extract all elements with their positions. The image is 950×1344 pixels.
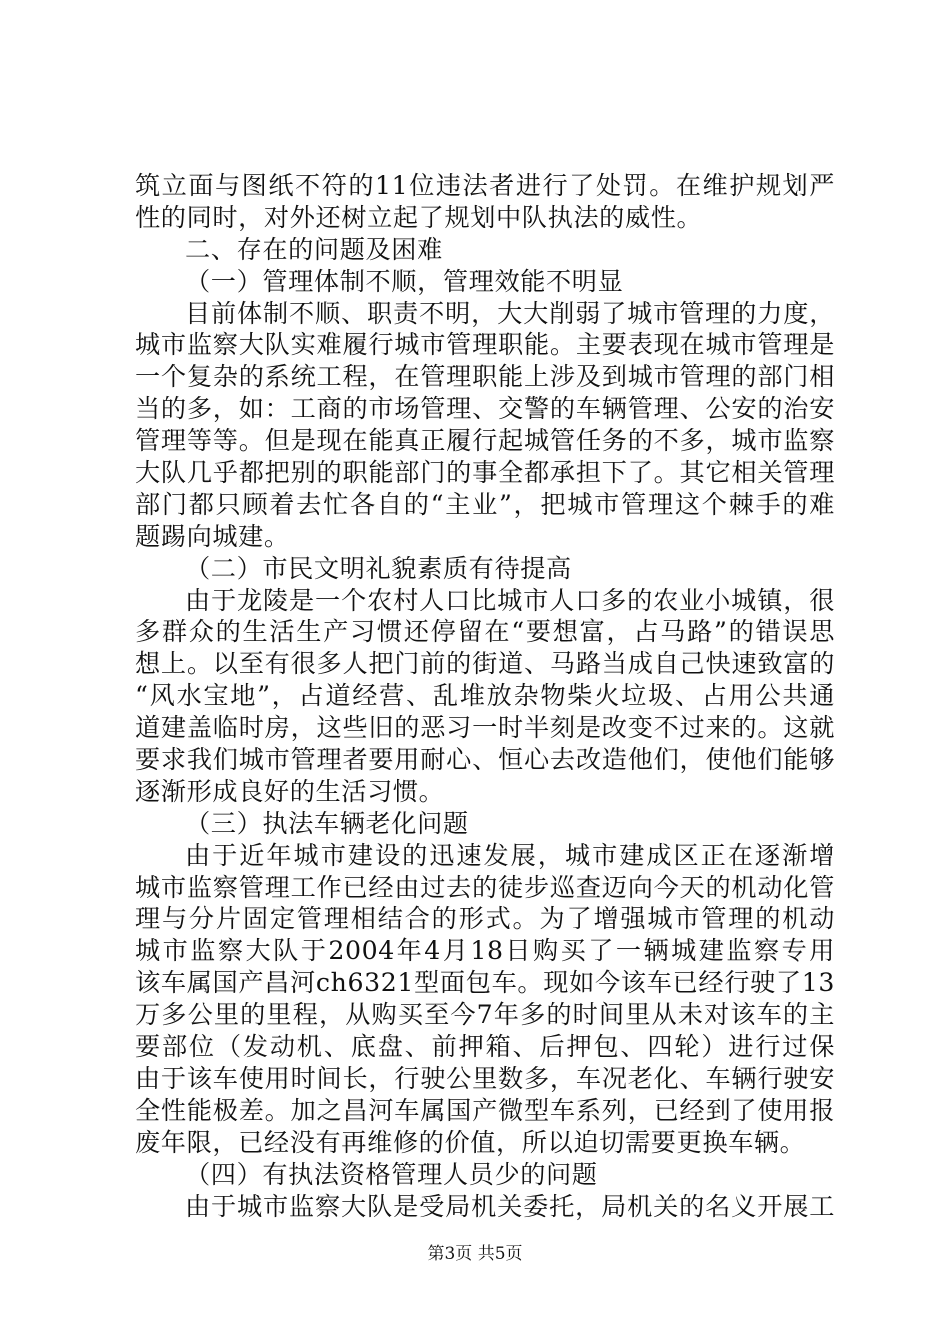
body-line: 多群众的生活生产习惯还停留在“要想富，占马路”的错误思 bbox=[135, 617, 835, 647]
body-line: 要部位（发动机、底盘、前押箱、后押包、四轮）进行过保 bbox=[135, 1032, 835, 1062]
body-line: 理与分片固定管理相结合的形式。为了增强城市管理的机动 bbox=[135, 904, 835, 934]
body-line: 题踢向城建。 bbox=[135, 521, 290, 551]
body-line: 要求我们城市管理者要用耐心、恒心去改造他们，使他们能够 bbox=[135, 745, 835, 775]
body-line: 性的同时，对外还树立起了规划中队执法的威性。 bbox=[135, 202, 703, 232]
body-line: 该车属国产昌河ch6321型面包车。现如今该车已经行驶了13 bbox=[135, 968, 835, 998]
document-body bbox=[135, 170, 835, 1222]
body-line: 逐渐形成良好的生活习惯。 bbox=[135, 776, 445, 806]
body-line: 由于该车使用时间长，行驶公里数多，车况老化、车辆行驶安 bbox=[135, 1063, 835, 1093]
page-footer: 第3页 共5页 bbox=[427, 1244, 523, 1264]
subsection-heading: （二）市民文明礼貌素质有待提高 bbox=[185, 553, 572, 583]
body-line: 当的多，如：工商的市场管理、交警的车辆管理、公安的治安 bbox=[135, 394, 835, 424]
body-line: 一个复杂的系统工程，在管理职能上涉及到城市管理的部门相 bbox=[135, 362, 835, 392]
body-line: 由于近年城市建设的迅速发展，城市建成区正在逐渐增 bbox=[185, 840, 835, 870]
body-line: 城市监察大队于2004年4月18日购买了一辆城建监察专用 bbox=[135, 936, 835, 966]
body-line: 管理等等。但是现在能真正履行起城管任务的不多，城市监察 bbox=[135, 426, 835, 456]
body-line: 由于龙陵是一个农村人口比城市人口多的农业小城镇，很 bbox=[185, 585, 835, 615]
body-line: 城市监察大队实难履行城市管理职能。主要表现在城市管理是 bbox=[135, 330, 835, 360]
body-line: 想上。以至有很多人把门前的街道、马路当成自己快速致富的 bbox=[135, 649, 835, 679]
body-line: 大队几乎都把别的职能部门的事全都承担下了。其它相关管理 bbox=[135, 458, 835, 488]
body-line: 废年限，已经没有再维修的价值，所以迫切需要更换车辆。 bbox=[135, 1127, 806, 1157]
section-heading: 二、存在的问题及困难 bbox=[185, 234, 443, 264]
body-line: 目前体制不顺、职责不明，大大削弱了城市管理的力度， bbox=[185, 298, 835, 328]
subsection-heading: （四）有执法资格管理人员少的问题 bbox=[185, 1159, 598, 1189]
body-line: “风水宝地”，占道经营、乱堆放杂物柴火垃圾、占用公共通 bbox=[135, 681, 835, 711]
body-line: 筑立面与图纸不符的11位违法者进行了处罚。在维护规划严 bbox=[135, 171, 835, 200]
subsection-heading: （三）执法车辆老化问题 bbox=[185, 808, 469, 838]
body-line: 部门都只顾着去忙各自的“主业”，把城市管理这个棘手的难 bbox=[135, 489, 835, 519]
body-line: 城市监察管理工作已经由过去的徒步巡查迈向今天的机动化管 bbox=[135, 872, 835, 902]
body-line: 万多公里的里程，从购买至今7年多的时间里从未对该车的主 bbox=[135, 1000, 835, 1030]
body-line: 全性能极差。加之昌河车属国产微型车系列，已经到了使用报 bbox=[135, 1095, 835, 1125]
body-line: 由于城市监察大队是受局机关委托，局机关的名义开展工 bbox=[185, 1191, 835, 1221]
subsection-heading: （一）管理体制不顺，管理效能不明显 bbox=[185, 266, 624, 296]
body-line: 道建盖临时房，这些旧的恶习一时半刻是改变不过来的。这就 bbox=[135, 713, 835, 743]
